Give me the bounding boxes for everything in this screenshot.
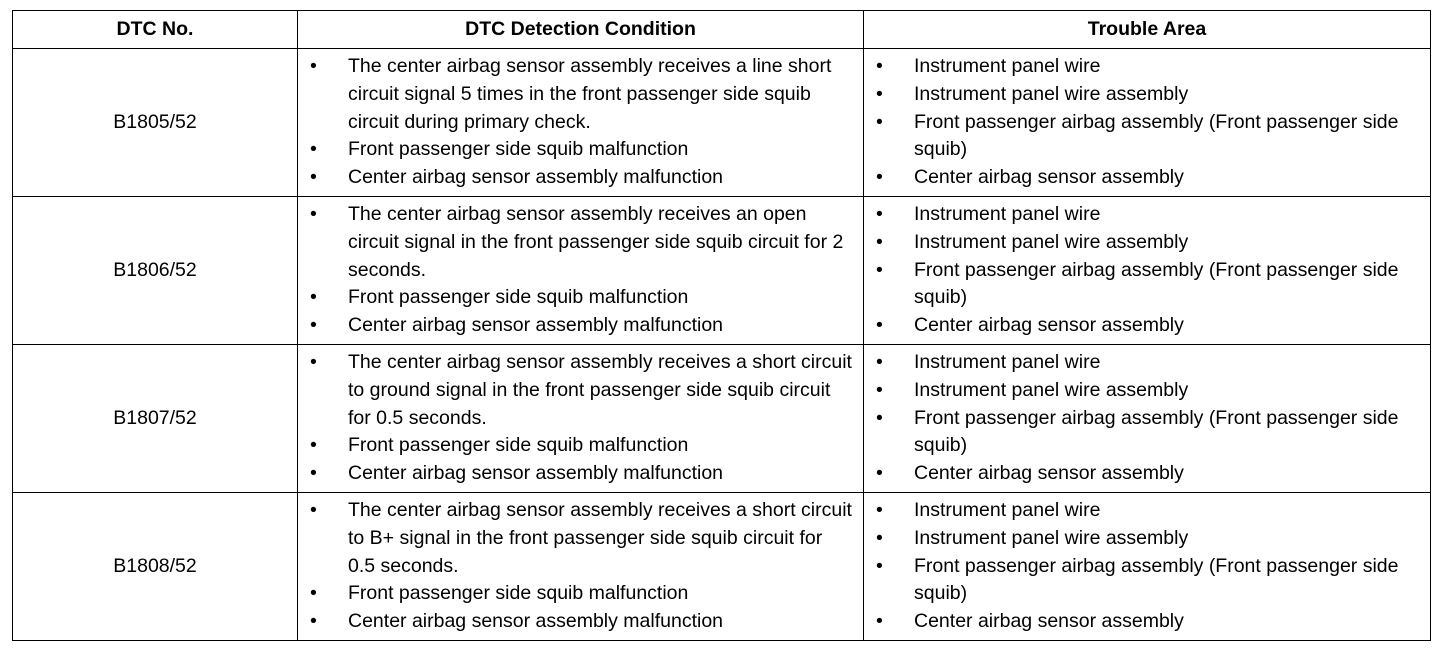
list-item: • Front passenger side squib malfunction (298, 284, 853, 312)
list-item: • Front passenger airbag assembly (Front passenger side squib) (864, 257, 1420, 313)
condition-list (298, 53, 863, 192)
area-list (864, 349, 1430, 488)
list-item: • Center airbag sensor assembly (864, 608, 1420, 636)
detection-condition-cell (298, 197, 864, 345)
list-item: • Front passenger airbag assembly (Front passenger side squib) (864, 553, 1420, 609)
condition-list (298, 201, 863, 340)
list-item: • Center airbag sensor assembly (864, 312, 1420, 340)
detection-condition-cell (298, 345, 864, 493)
detection-condition-cell (298, 49, 864, 197)
list-item: • Center airbag sensor assembly malfunction (298, 608, 853, 636)
list-item: • Front passenger airbag assembly (Front passenger side squib) (864, 405, 1420, 461)
list-item: • Center airbag sensor assembly (864, 460, 1420, 488)
dtc-code-cell: B1805/52 (13, 49, 298, 197)
trouble-area-cell (864, 49, 1431, 197)
list-item: • Center airbag sensor assembly malfunction (298, 460, 853, 488)
trouble-area-cell (864, 493, 1431, 641)
list-item: • Front passenger side squib malfunction (298, 136, 853, 164)
list-item: • Front passenger airbag assembly (Front passenger side squib) (864, 109, 1420, 165)
list-item: • Center airbag sensor assembly (864, 164, 1420, 192)
header-detection-condition: DTC Detection Condition (298, 11, 864, 49)
list-item: • The center airbag sensor assembly receives a short circuit to B+ signal in the front passenger side squib circuit for 0.5 seconds. (298, 497, 853, 580)
header-row (13, 11, 1431, 49)
table-row (13, 493, 1431, 641)
list-item: • Instrument panel wire assembly (864, 81, 1420, 109)
list-item: • Front passenger side squib malfunction (298, 432, 853, 460)
list-item: • Instrument panel wire (864, 349, 1420, 377)
condition-list (298, 497, 863, 636)
list-item: • Front passenger side squib malfunction (298, 580, 853, 608)
list-item: • Center airbag sensor assembly malfunction (298, 312, 853, 340)
trouble-area-cell (864, 197, 1431, 345)
area-list (864, 497, 1430, 636)
list-item: • The center airbag sensor assembly receives an open circuit signal in the front passenger side squib circuit for 2 seconds. (298, 201, 853, 284)
table-row (13, 49, 1431, 197)
table-row (13, 197, 1431, 345)
list-item: • Instrument panel wire assembly (864, 229, 1420, 257)
list-item: • The center airbag sensor assembly receives a line short circuit signal 5 times in the front passenger side squib circuit during primary check. (298, 53, 853, 136)
condition-list (298, 349, 863, 488)
list-item: • Instrument panel wire (864, 497, 1420, 525)
list-item: • Instrument panel wire assembly (864, 377, 1420, 405)
dtc-code-cell: B1806/52 (13, 197, 298, 345)
dtc-table (12, 10, 1431, 641)
header-dtc-no: DTC No. (13, 11, 298, 49)
list-item: • Center airbag sensor assembly malfunction (298, 164, 853, 192)
list-item: • The center airbag sensor assembly receives a short circuit to ground signal in the front passenger side squib circuit for 0.5 seconds. (298, 349, 853, 432)
list-item: • Instrument panel wire assembly (864, 525, 1420, 553)
area-list (864, 201, 1430, 340)
dtc-code-cell: B1808/52 (13, 493, 298, 641)
list-item: • Instrument panel wire (864, 201, 1420, 229)
table-row (13, 345, 1431, 493)
list-item: • Instrument panel wire (864, 53, 1420, 81)
detection-condition-cell (298, 493, 864, 641)
dtc-code-cell: B1807/52 (13, 345, 298, 493)
area-list (864, 53, 1430, 192)
header-trouble-area: Trouble Area (864, 11, 1431, 49)
trouble-area-cell (864, 345, 1431, 493)
